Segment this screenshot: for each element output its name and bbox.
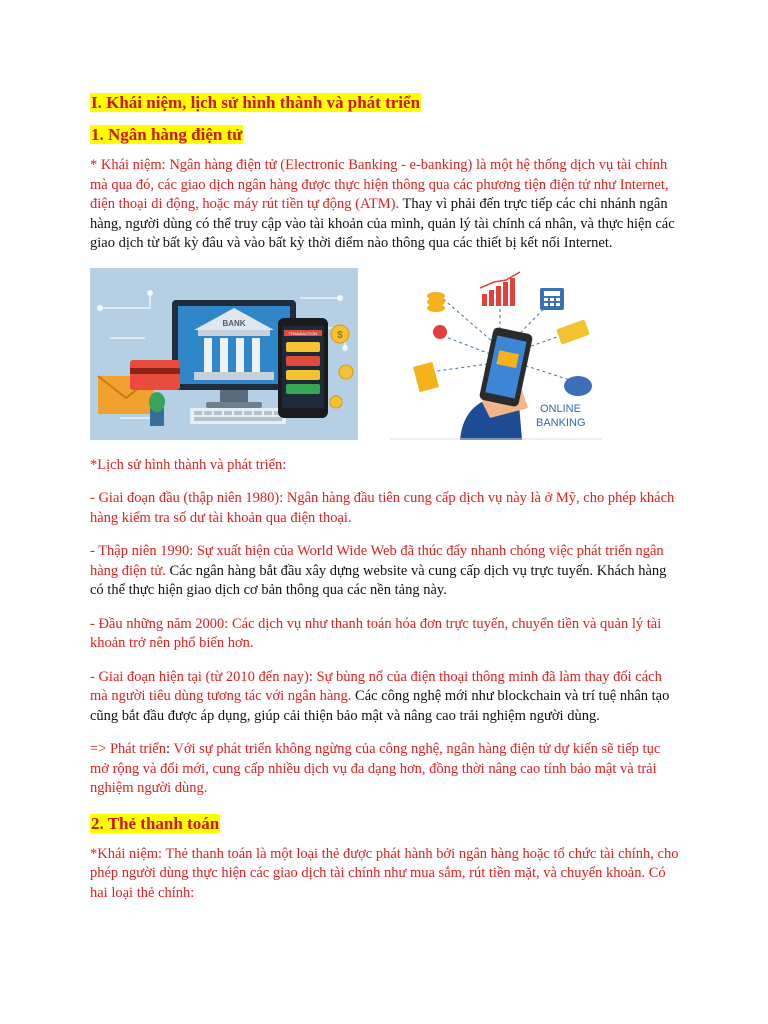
history-item-red: - Giai đoạn hiện tại (từ 2010 đến nay): Sự bùng nổ của điện thoại thông minh đã làm thay đổi cách mà người tiêu dùng tương tác với ngân hàng. (90, 668, 662, 704)
outlook-label: => Phát triển (90, 741, 166, 757)
online-banking-label-line1: ONLINE (540, 402, 581, 415)
history-item-red: - Đầu những năm 2000: Các dịch vụ như thanh toán hóa đơn trực tuyến, chuyển tiền và quản lý tài khoản trở nên phổ biến hơn. (90, 615, 662, 651)
definition-dark-text: Thay vì phải đến trực tiếp các chi nhánh ngân hàng, người dùng có thể truy cập vào tài khoản của mình, quản lý tài chính cá nhân, và thực hiện các giao dịch từ bất kỳ đâu và vào bất kỳ thời điểm nào thông qua các thiết bị kết nối Internet. (90, 196, 675, 251)
svg-text:$: $ (337, 329, 343, 341)
history-item-red: - Thập niên 1990: Sự xuất hiện của World Wide Web đã thúc đẩy nhanh chóng việc phát triển ngân hàng điện tử. (90, 543, 664, 579)
history-item-1990s (90, 542, 680, 601)
bank-computer-illustration (90, 268, 358, 440)
development-outlook (90, 740, 680, 799)
history-item-1980s (90, 489, 680, 528)
history-item-dark: Các công nghệ mới như blockchain và trí tuệ nhân tạo cũng bắt đầu được áp dụng, giúp cải thiện bảo mật và nâng cao trải nghiệm người dùng. (90, 688, 670, 724)
online-banking-illustration (390, 268, 602, 440)
ebanking-definition (90, 156, 680, 254)
bank-label: BANK (222, 318, 246, 328)
history-item-dark: Các ngân hàng bắt đầu xây dựng website và cung cấp dịch vụ trực tuyến. Khách hàng có thể thực hiện giao dịch cơ bản thông qua các nền tảng này. (90, 562, 667, 598)
section-heading (90, 92, 680, 114)
subsection-heading-ebanking (90, 124, 680, 146)
document-page (90, 92, 680, 917)
history-title-text: *Lịch sử hình thành và phát triển: (90, 456, 287, 473)
history-item-2000s (90, 615, 680, 654)
subsection-heading-text: 2. Thẻ thanh toán (91, 813, 220, 833)
online-banking-label-line2: BANKING (536, 416, 586, 429)
phone-label: TRANSACTION (288, 330, 318, 336)
definition-red-text: * Khái niệm: Ngân hàng điện tử (Electronic Banking - e-banking) là một hệ thống dịch vụ tài chính mà qua đó, các giao dịch ngân hàng được thực hiện thông qua các phương tiện điện tử như Internet, điện thoại di động, hoặc máy rút tiền tự động (ATM). (90, 157, 669, 212)
illustrations-row (90, 268, 680, 442)
outlook-colon: : (165, 741, 170, 757)
history-item-present (90, 668, 680, 727)
online-banking-icon (390, 268, 602, 440)
history-title (90, 456, 680, 476)
outlook-text: Với sự phát triển không ngừng của công nghệ, ngân hàng điện tử dự kiến sẽ tiếp tục mở rộng và đổi mới, cung cấp nhiều dịch vụ đa dạng hơn, đồng thời nâng cao tính bảo mật và trải nghiệm người dùng. (90, 741, 661, 796)
card-definition-text: *Khái niệm: Thẻ thanh toán là một loại thẻ được phát hành bởi ngân hàng hoặc tổ chức tài chính, cho phép người dùng thực hiện các giao dịch tài chính như mua sắm, rút tiền mặt, và chuyển khoản. Có hai loại thẻ chính: (90, 845, 679, 901)
history-item-red: - Giai đoạn đầu (thập niên 1980): Ngân hàng đầu tiên cung cấp dịch vụ này là ở Mỹ, cho phép khách hàng kiểm tra số dư tài khoản qua điện thoại. (90, 490, 675, 526)
bank-computer-icon (90, 268, 358, 440)
payment-card-definition (90, 845, 680, 904)
subsection-heading-payment-card (90, 813, 680, 835)
section-heading-text: I. Khái niệm, lịch sử hình thành và phát triển (91, 93, 421, 112)
subsection-heading-text: 1. Ngân hàng điện tử (91, 125, 243, 144)
